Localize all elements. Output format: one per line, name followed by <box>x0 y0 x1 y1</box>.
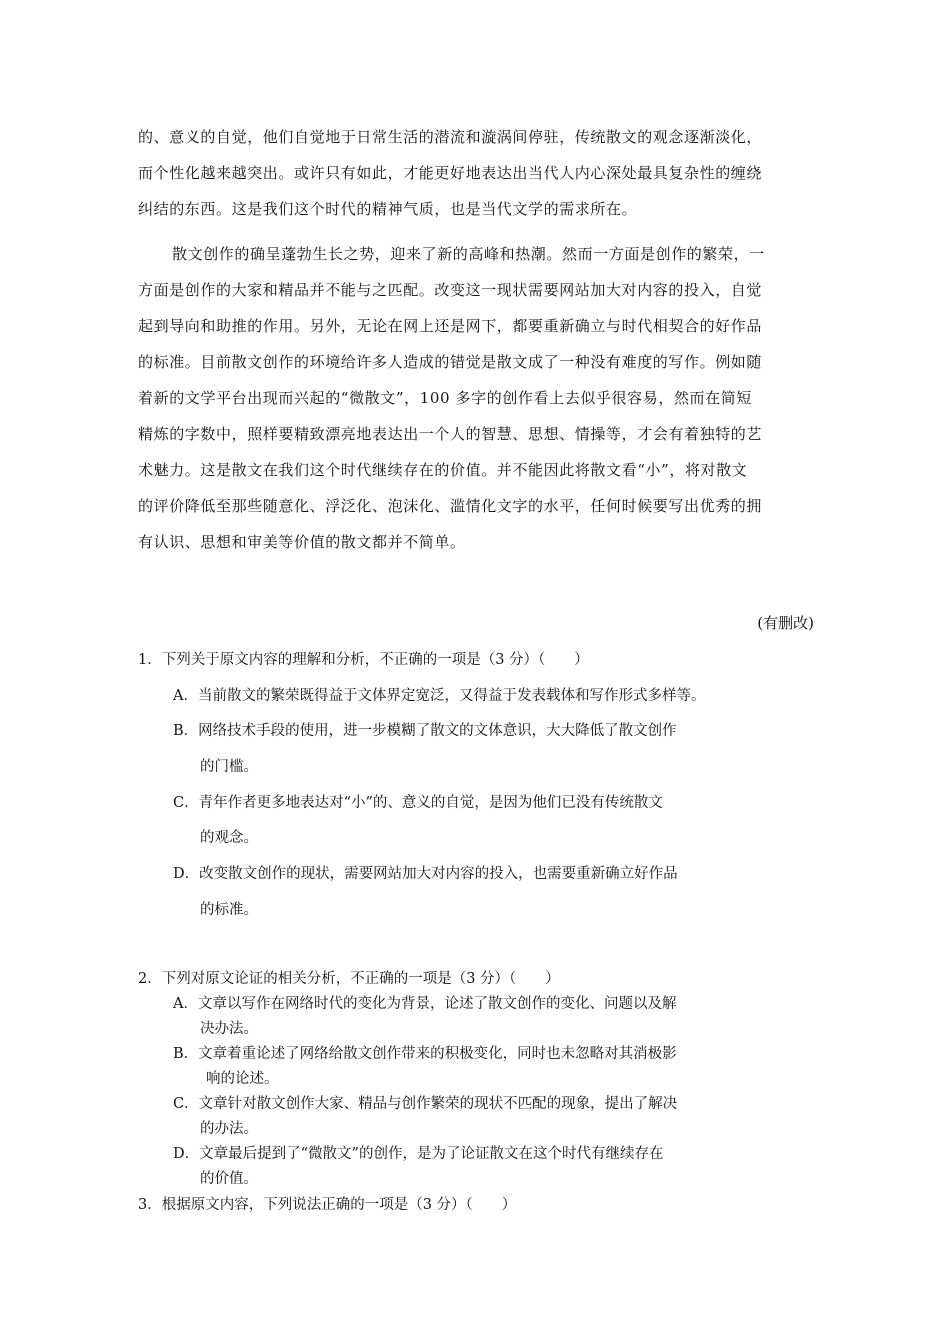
option-b-cont: 响的论述。 <box>206 1071 279 1087</box>
option-d-cont: 的标准。 <box>200 902 258 918</box>
option-c: C．青年作者更多地表达对“小”的、意义的自觉，是因为他们已没有传统散文 <box>173 795 663 811</box>
option-d: D．文章最后提到了“微散文”的创作，是为了论证散文在这个时代有继续存在 <box>173 1146 664 1162</box>
passage-line: 纠结的东西。这是我们这个时代的精神气质，也是当代文学的需求所在。 <box>138 200 638 218</box>
question-stem: 2．下列对原文论证的相关分析，不正确的一项是（3 分）（ ） <box>138 971 560 987</box>
passage-line: 起到导向和助推的作用。另外，无论在网上还是网下，都要重新确立与时代相契合的好作品 <box>138 317 763 335</box>
passage-line: 着新的文学平台出现而兴起的“微散文”，100 多字的创作看上去似乎很容易，然而在简短 <box>138 389 752 407</box>
passage-line: 散文创作的确呈蓬勃生长之势，迎来了新的高峰和热潮。然而一方面是创作的繁荣，一 <box>172 245 765 263</box>
option-c-cont: 的办法。 <box>200 1121 258 1137</box>
option-b: B．文章着重论述了网络给散文创作带来的积极变化，同时也未忽略对其消极影 <box>173 1046 677 1062</box>
question-stem: 3．根据原文内容，下列说法正确的一项是（3 分）（ ） <box>138 1197 517 1213</box>
passage-line: 方面是创作的大家和精品并不能与之匹配。改变这一现状需要网站加大对内容的投入，自觉 <box>138 281 763 299</box>
passage-line: 的、意义的自觉，他们自觉地于日常生活的潜流和漩涡间停驻，传统散文的观念逐渐淡化， <box>138 128 763 146</box>
passage-line: 的评价降低至那些随意化、浮泛化、泡沫化、滥情化文字的水平，任何时候要写出优秀的拥 <box>138 497 763 515</box>
option-d: D．改变散文创作的现状，需要网站加大对内容的投入，也需要重新确立好作品 <box>173 866 678 882</box>
passage-line: 而个性化越来越突出。或许只有如此，才能更好地表达出当代人内心深处最具复杂性的缠绕 <box>138 164 763 182</box>
option-a: A．文章以写作在网络时代的变化为背景，论述了散文创作的变化、问题以及解 <box>173 996 677 1012</box>
passage-line: 术魅力。这是散文在我们这个时代继续存在的价值。并不能因此将散文看“小”，将对散文 <box>138 461 748 479</box>
passage-line: 精炼的字数中，照样要精致漂亮地表达出一个人的智慧、思想、情操等，才会有着独特的艺 <box>138 425 763 443</box>
source-note: (有删改) <box>757 614 814 632</box>
option-c-cont: 的观念。 <box>200 830 258 846</box>
option-c: C．文章针对散文创作大家、精品与创作繁荣的现状不匹配的现象，提出了解决 <box>173 1096 678 1112</box>
passage-line: 有认识、思想和审美等价值的散文都并不简单。 <box>138 533 466 551</box>
option-b-cont: 的门槛。 <box>200 759 258 775</box>
option-d-cont: 的价值。 <box>200 1171 258 1187</box>
passage-line: 的标准。目前散文创作的环境给许多人造成的错觉是散文成了一种没有难度的写作。例如随 <box>138 353 763 371</box>
option-b: B．网络技术手段的使用，进一步模糊了散文的文体意识，大大降低了散文创作 <box>173 723 677 739</box>
option-a-cont: 决办法。 <box>200 1021 258 1037</box>
question-stem: 1．下列关于原文内容的理解和分析，不正确的一项是（3 分）（ ） <box>138 652 589 668</box>
option-a: A．当前散文的繁荣既得益于文体界定宽泛，又得益于发表载体和写作形式多样等。 <box>173 688 706 704</box>
